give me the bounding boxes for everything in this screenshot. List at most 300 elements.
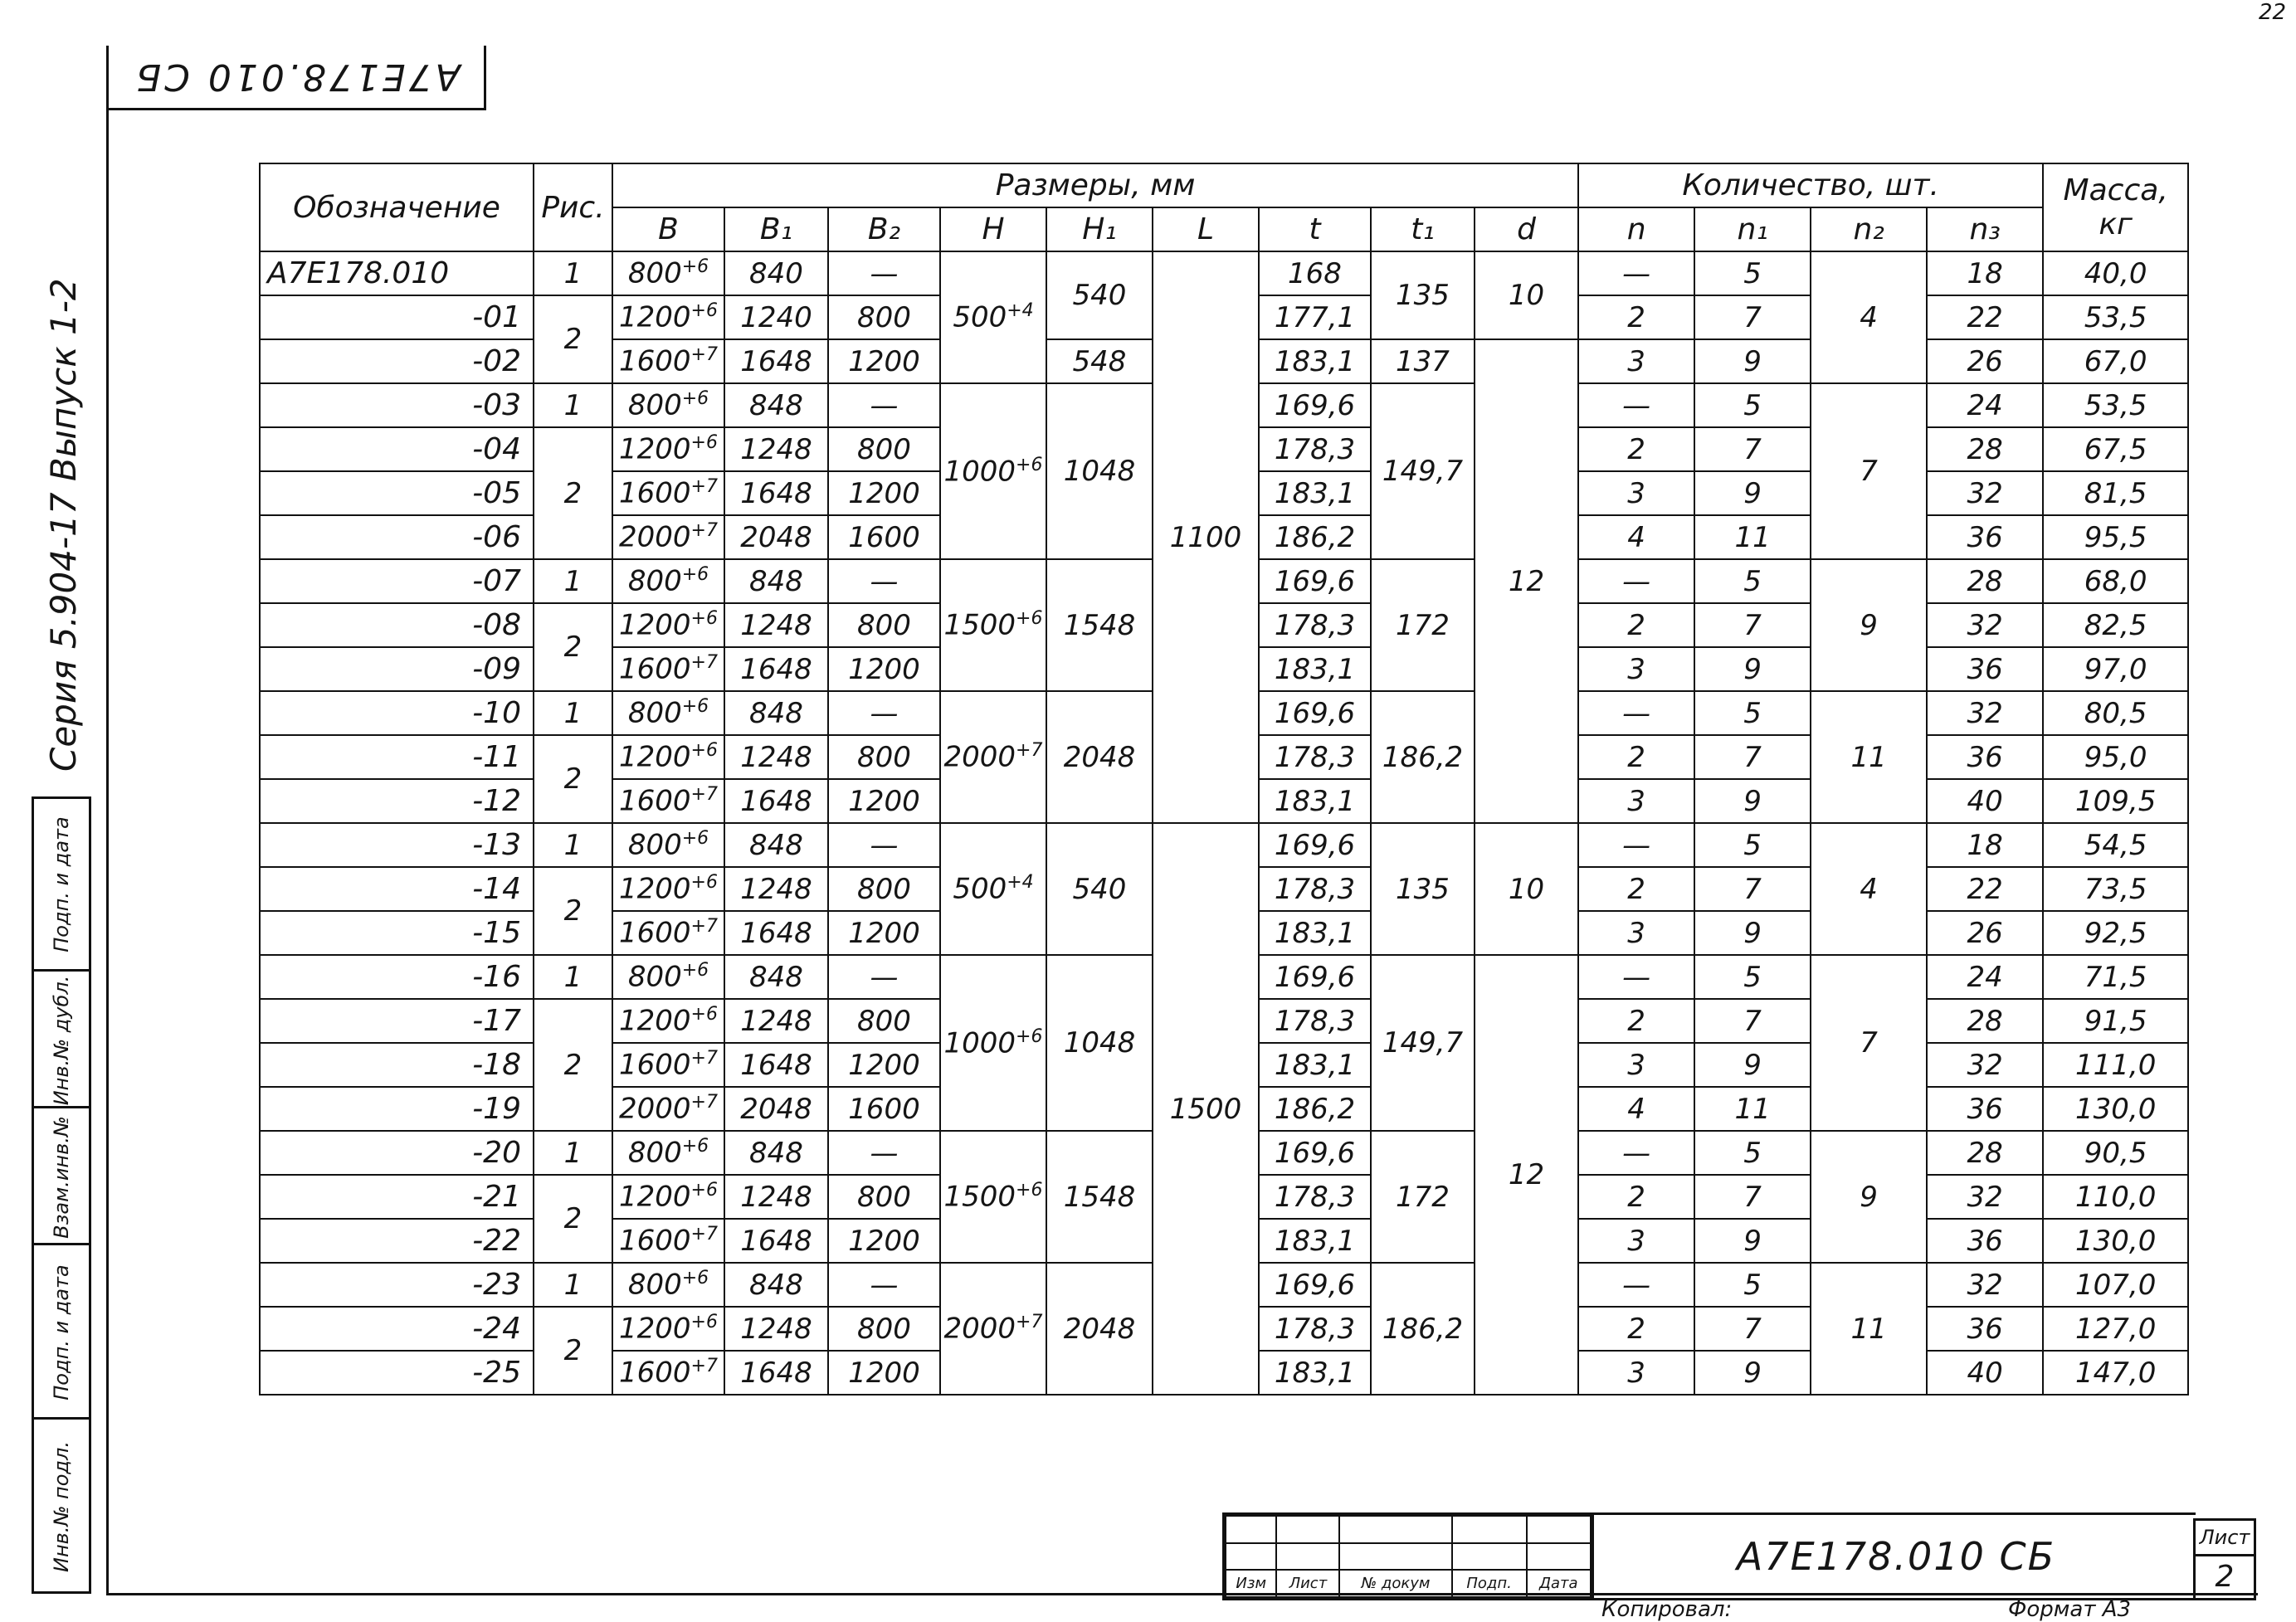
cell-designation: -20 <box>260 1131 534 1175</box>
cell-mass: 109,5 <box>2043 779 2188 823</box>
cell-B <box>612 955 724 999</box>
cell-t: 183,1 <box>1259 339 1371 383</box>
cell-n: 2 <box>1578 999 1694 1043</box>
value-B: 1200 <box>619 872 691 906</box>
value-B: 1200 <box>619 1312 691 1346</box>
cell-B2: 1200 <box>828 1351 940 1395</box>
label-date: Дата <box>1527 1570 1591 1597</box>
cell-mass: 130,0 <box>2043 1087 2188 1131</box>
cell-n1: 7 <box>1694 1307 1811 1351</box>
header-n1: n₁ <box>1694 207 1811 251</box>
cell-t1: 135 <box>1371 251 1475 339</box>
cell-designation: -11 <box>260 735 534 779</box>
tolerance-B: +6 <box>690 432 718 454</box>
tolerance-B: +7 <box>690 1048 718 1069</box>
cell-n1: 9 <box>1694 471 1811 515</box>
cell-B1: 1248 <box>724 427 828 471</box>
tolerance-B: +7 <box>690 1356 718 1377</box>
cell-designation: -02 <box>260 339 534 383</box>
cell-B2: — <box>828 691 940 735</box>
cell-B <box>612 867 724 911</box>
cell-t: 169,6 <box>1259 1263 1371 1307</box>
side-cell-repl-inv: Взам.инв.№ <box>34 1106 89 1245</box>
cell-n3: 28 <box>1927 999 2043 1043</box>
revision-grid <box>1225 1515 1592 1598</box>
cell-n3: 28 <box>1927 559 2043 603</box>
cell-n3: 36 <box>1927 735 2043 779</box>
cell-n2: 9 <box>1811 1131 1927 1263</box>
cell-t1: 172 <box>1371 1131 1475 1263</box>
tolerance-B: +6 <box>690 608 718 630</box>
sheet-box <box>2193 1518 2256 1600</box>
cell-B2: — <box>828 1263 940 1307</box>
value-B: 1200 <box>619 432 691 466</box>
cell-n3: 40 <box>1927 1351 2043 1395</box>
cell-t: 169,6 <box>1259 383 1371 427</box>
cell-B2: 1200 <box>828 339 940 383</box>
cell-designation: А7Е178.010 <box>260 251 534 295</box>
cell-n1: 9 <box>1694 339 1811 383</box>
cell-designation: -10 <box>260 691 534 735</box>
top-code-text: А7Е178.010 СБ <box>132 56 461 98</box>
value-B: 2000 <box>619 520 691 554</box>
cell-H1: 540 <box>1046 823 1153 955</box>
cell-n1: 11 <box>1694 1087 1811 1131</box>
cell-n2: 4 <box>1811 823 1927 955</box>
value-B: 1600 <box>619 1356 691 1390</box>
header-t: t <box>1259 207 1371 251</box>
cell-mass: 67,5 <box>2043 427 2188 471</box>
cell-H1: 2048 <box>1046 691 1153 823</box>
cell-H1: 1548 <box>1046 559 1153 691</box>
cell-designation: -18 <box>260 1043 534 1087</box>
cell-B <box>612 1307 724 1351</box>
cell-B1: 1240 <box>724 295 828 339</box>
cell-n1: 7 <box>1694 427 1811 471</box>
cell-t: 178,3 <box>1259 735 1371 779</box>
cell-n3: 36 <box>1927 1219 2043 1263</box>
tolerance-B: +6 <box>690 300 718 322</box>
value-B: 1200 <box>619 300 691 334</box>
cell-B1: 1648 <box>724 1351 828 1395</box>
cell-mass: 40,0 <box>2043 251 2188 295</box>
cell-n3: 28 <box>1927 427 2043 471</box>
cell-n: 3 <box>1578 647 1694 691</box>
cell-fig: 2 <box>534 295 612 383</box>
cell-mass: 80,5 <box>2043 691 2188 735</box>
value-B: 1600 <box>619 1048 691 1082</box>
cell-designation: -17 <box>260 999 534 1043</box>
tolerance-B: +7 <box>690 784 718 806</box>
value-B: 1600 <box>619 916 691 950</box>
cell-B <box>612 1043 724 1087</box>
label-change: Изм <box>1226 1570 1276 1597</box>
cell-n1: 5 <box>1694 691 1811 735</box>
cell-B2: 800 <box>828 1175 940 1219</box>
cell-B1: 1248 <box>724 867 828 911</box>
side-stamp-strip <box>32 796 91 1594</box>
specification-table <box>259 163 2189 1396</box>
cell-B1: 848 <box>724 691 828 735</box>
cell-n1: 7 <box>1694 867 1811 911</box>
cell-designation: -21 <box>260 1175 534 1219</box>
value-B: 800 <box>627 960 682 994</box>
value-H: 1500 <box>943 1180 1016 1214</box>
value-H: 2000 <box>943 1312 1016 1346</box>
cell-n3: 32 <box>1927 1175 2043 1219</box>
cell-B2: — <box>828 955 940 999</box>
cell-B1: 1248 <box>724 1307 828 1351</box>
header-designation: Обозначение <box>260 163 534 251</box>
cell-fig: 1 <box>534 1131 612 1175</box>
cell-B <box>612 383 724 427</box>
format-label: Формат А3 <box>2008 1597 2132 1622</box>
cell-H <box>940 559 1046 691</box>
tolerance-B: +6 <box>681 960 709 981</box>
tolerance-B: +7 <box>690 520 718 542</box>
header-n: n <box>1578 207 1694 251</box>
header-B: В <box>612 207 724 251</box>
cell-designation: -04 <box>260 427 534 471</box>
cell-n: — <box>1578 691 1694 735</box>
sheet-label: Лист <box>2196 1521 2254 1556</box>
cell-n: 3 <box>1578 779 1694 823</box>
header-n2: n₂ <box>1811 207 1927 251</box>
tolerance-B: +6 <box>681 564 709 586</box>
cell-B <box>612 427 724 471</box>
cell-B2: 1600 <box>828 515 940 559</box>
cell-B2: 800 <box>828 295 940 339</box>
cell-n: 3 <box>1578 339 1694 383</box>
cell-B2: 1200 <box>828 911 940 955</box>
cell-B2: — <box>828 1131 940 1175</box>
value-B: 1200 <box>619 1180 691 1214</box>
cell-designation: -05 <box>260 471 534 515</box>
cell-B <box>612 823 724 867</box>
tolerance-B: +7 <box>690 652 718 674</box>
cell-d: 12 <box>1475 339 1578 823</box>
cell-designation: -16 <box>260 955 534 999</box>
tolerance-B: +6 <box>681 256 709 278</box>
cell-B2: 1200 <box>828 1219 940 1263</box>
side-cell-orig-inv: Инв.№ подл. <box>34 1417 89 1594</box>
cell-designation: -23 <box>260 1263 534 1307</box>
cell-n: 3 <box>1578 1219 1694 1263</box>
cell-n1: 7 <box>1694 999 1811 1043</box>
cell-n3: 36 <box>1927 1087 2043 1131</box>
value-B: 1600 <box>619 476 691 510</box>
tolerance-B: +6 <box>690 1180 718 1201</box>
value-H: 1000 <box>943 1026 1016 1060</box>
cell-B <box>612 647 724 691</box>
tolerance-B: +6 <box>690 1004 718 1025</box>
value-H: 500 <box>953 300 1007 334</box>
tolerance-B: +6 <box>681 696 709 718</box>
sheet-number: 2 <box>2215 1560 2235 1594</box>
cell-n: — <box>1578 559 1694 603</box>
cell-B <box>612 735 724 779</box>
cell-n: 2 <box>1578 867 1694 911</box>
header-L: L <box>1153 207 1259 251</box>
cell-n3: 22 <box>1927 295 2043 339</box>
cell-t: 183,1 <box>1259 471 1371 515</box>
cell-fig: 1 <box>534 823 612 867</box>
tolerance-H: +6 <box>1016 1180 1043 1201</box>
value-B: 800 <box>627 1136 682 1170</box>
cell-fig: 2 <box>534 735 612 823</box>
cell-designation: -15 <box>260 911 534 955</box>
cell-n3: 26 <box>1927 339 2043 383</box>
cell-designation: -14 <box>260 867 534 911</box>
cell-mass: 81,5 <box>2043 471 2188 515</box>
cell-mass: 68,0 <box>2043 559 2188 603</box>
cell-t1: 137 <box>1371 339 1475 383</box>
cell-designation: -07 <box>260 559 534 603</box>
value-B: 800 <box>627 388 682 422</box>
header-quantity: Количество, шт. <box>1578 163 2043 207</box>
cell-B <box>612 295 724 339</box>
cell-t: 169,6 <box>1259 955 1371 999</box>
header-fig: Рис. <box>534 163 612 251</box>
cell-mass: 130,0 <box>2043 1219 2188 1263</box>
label-sign: Подп. <box>1452 1570 1527 1597</box>
cell-B <box>612 251 724 295</box>
value-B: 1200 <box>619 608 691 642</box>
cell-n1: 11 <box>1694 515 1811 559</box>
header-t1: t₁ <box>1371 207 1475 251</box>
cell-n3: 24 <box>1927 955 2043 999</box>
cell-n: 2 <box>1578 295 1694 339</box>
cell-n3: 32 <box>1927 691 2043 735</box>
cell-B1: 848 <box>724 823 828 867</box>
cell-n1: 5 <box>1694 559 1811 603</box>
cell-fig: 2 <box>534 1307 612 1395</box>
tolerance-B: +6 <box>690 740 718 762</box>
cell-t: 183,1 <box>1259 1219 1371 1263</box>
cell-B <box>612 779 724 823</box>
cell-H1: 540 <box>1046 251 1153 339</box>
cell-t: 183,1 <box>1259 779 1371 823</box>
cell-t: 183,1 <box>1259 1351 1371 1395</box>
cell-mass: 95,0 <box>2043 735 2188 779</box>
cell-n: — <box>1578 823 1694 867</box>
cell-designation: -13 <box>260 823 534 867</box>
cell-t: 186,2 <box>1259 1087 1371 1131</box>
cell-n1: 5 <box>1694 955 1811 999</box>
cell-B1: 1648 <box>724 1043 828 1087</box>
cell-B <box>612 559 724 603</box>
cell-t: 178,3 <box>1259 867 1371 911</box>
cell-B <box>612 691 724 735</box>
cell-n1: 9 <box>1694 1043 1811 1087</box>
cell-designation: -12 <box>260 779 534 823</box>
cell-n3: 28 <box>1927 1131 2043 1175</box>
cell-mass: 90,5 <box>2043 1131 2188 1175</box>
top-code-stamp <box>106 46 486 110</box>
cell-B2: 800 <box>828 735 940 779</box>
tolerance-B: +7 <box>690 1224 718 1245</box>
cell-mass: 73,5 <box>2043 867 2188 911</box>
cell-B1: 1248 <box>724 735 828 779</box>
cell-B2: — <box>828 823 940 867</box>
cell-designation: -24 <box>260 1307 534 1351</box>
cell-n3: 22 <box>1927 867 2043 911</box>
value-B: 800 <box>627 564 682 598</box>
cell-B1: 1648 <box>724 647 828 691</box>
cell-B2: 800 <box>828 427 940 471</box>
cell-n: — <box>1578 1263 1694 1307</box>
cell-t1: 149,7 <box>1371 383 1475 559</box>
value-B: 2000 <box>619 1092 691 1126</box>
cell-n3: 40 <box>1927 779 2043 823</box>
cell-B1: 1248 <box>724 1175 828 1219</box>
cell-n2: 11 <box>1811 691 1927 823</box>
title-block <box>1222 1512 2196 1600</box>
cell-n1: 5 <box>1694 1131 1811 1175</box>
cell-B1: 1648 <box>724 779 828 823</box>
cell-mass: 97,0 <box>2043 647 2188 691</box>
cell-n: — <box>1578 383 1694 427</box>
cell-n1: 9 <box>1694 911 1811 955</box>
tolerance-B: +7 <box>690 1092 718 1113</box>
page-number: 22 <box>2259 0 2287 25</box>
side-cell-sign-date: Подп. и дата <box>34 1243 89 1420</box>
cell-t: 169,6 <box>1259 823 1371 867</box>
value-B: 1200 <box>619 740 691 774</box>
cell-designation: -09 <box>260 647 534 691</box>
cell-B2: 800 <box>828 867 940 911</box>
cell-B <box>612 911 724 955</box>
tolerance-B: +6 <box>681 1136 709 1157</box>
cell-n: 2 <box>1578 427 1694 471</box>
cell-n: 2 <box>1578 1175 1694 1219</box>
value-B: 1600 <box>619 652 691 686</box>
cell-t: 183,1 <box>1259 647 1371 691</box>
cell-mass: 110,0 <box>2043 1175 2188 1219</box>
cell-B1: 1648 <box>724 471 828 515</box>
cell-B2: — <box>828 559 940 603</box>
cell-H1: 1048 <box>1046 383 1153 559</box>
cell-t1: 172 <box>1371 559 1475 691</box>
tolerance-B: +6 <box>681 1268 709 1289</box>
cell-n: 3 <box>1578 471 1694 515</box>
cell-n: 4 <box>1578 1087 1694 1131</box>
cell-fig: 1 <box>534 691 612 735</box>
cell-H <box>940 1131 1046 1263</box>
header-H: Н <box>940 207 1046 251</box>
cell-B <box>612 603 724 647</box>
cell-fig: 1 <box>534 955 612 999</box>
cell-n: — <box>1578 955 1694 999</box>
tolerance-H: +6 <box>1016 454 1043 475</box>
cell-B1: 848 <box>724 1131 828 1175</box>
cell-B <box>612 515 724 559</box>
cell-n3: 32 <box>1927 603 2043 647</box>
cell-designation: -08 <box>260 603 534 647</box>
cell-fig: 1 <box>534 559 612 603</box>
cell-d: 10 <box>1475 823 1578 955</box>
tolerance-B: +6 <box>681 828 709 850</box>
cell-B <box>612 471 724 515</box>
cell-n2: 11 <box>1811 1263 1927 1395</box>
cell-B2: — <box>828 251 940 295</box>
cell-B <box>612 1219 724 1263</box>
cell-B1: 848 <box>724 559 828 603</box>
value-H: 500 <box>953 872 1007 906</box>
value-B: 800 <box>627 1268 682 1302</box>
cell-L: 1100 <box>1153 251 1259 823</box>
value-H: 1500 <box>943 608 1016 642</box>
cell-B2: 1600 <box>828 1087 940 1131</box>
value-B: 1600 <box>619 1224 691 1258</box>
cell-designation: -03 <box>260 383 534 427</box>
cell-t1: 149,7 <box>1371 955 1475 1131</box>
value-B: 1600 <box>619 344 691 378</box>
cell-B <box>612 339 724 383</box>
cell-H <box>940 955 1046 1131</box>
cell-n: 2 <box>1578 735 1694 779</box>
cell-B2: 800 <box>828 1307 940 1351</box>
cell-B2: 1200 <box>828 779 940 823</box>
cell-H1: 2048 <box>1046 1263 1153 1395</box>
cell-n3: 32 <box>1927 1043 2043 1087</box>
cell-B1: 848 <box>724 383 828 427</box>
label-sheet: Лист <box>1276 1570 1339 1597</box>
cell-B1: 1248 <box>724 603 828 647</box>
cell-t: 178,3 <box>1259 603 1371 647</box>
cell-n3: 36 <box>1927 515 2043 559</box>
header-n3: n₃ <box>1927 207 2043 251</box>
cell-designation: -06 <box>260 515 534 559</box>
cell-fig: 2 <box>534 1175 612 1263</box>
header-B1: В₁ <box>724 207 828 251</box>
cell-n2: 7 <box>1811 955 1927 1131</box>
cell-n3: 36 <box>1927 647 2043 691</box>
tolerance-H: +7 <box>1016 740 1043 762</box>
cell-B2: 1200 <box>828 647 940 691</box>
cell-fig: 2 <box>534 603 612 691</box>
table-row <box>260 251 2188 295</box>
header-B2: В₂ <box>828 207 940 251</box>
cell-B1: 848 <box>724 955 828 999</box>
cell-fig: 2 <box>534 427 612 559</box>
cell-mass: 67,0 <box>2043 339 2188 383</box>
cell-t1: 186,2 <box>1371 1263 1475 1395</box>
cell-B1: 1648 <box>724 339 828 383</box>
side-cell-sign-date-2: Подп. и дата <box>50 816 73 952</box>
cell-t1: 135 <box>1371 823 1475 955</box>
cell-fig: 1 <box>534 251 612 295</box>
tolerance-B: +7 <box>690 916 718 938</box>
cell-designation: -01 <box>260 295 534 339</box>
tolerance-B: +6 <box>690 872 718 894</box>
cell-B <box>612 1175 724 1219</box>
cell-n: 4 <box>1578 515 1694 559</box>
cell-n1: 9 <box>1694 1351 1811 1395</box>
table-body <box>260 251 2188 1395</box>
cell-mass: 111,0 <box>2043 1043 2188 1087</box>
tolerance-B: +6 <box>690 1312 718 1333</box>
cell-n: 3 <box>1578 911 1694 955</box>
cell-n1: 5 <box>1694 1263 1811 1307</box>
cell-n1: 5 <box>1694 383 1811 427</box>
tolerance-H: +7 <box>1016 1312 1043 1333</box>
cell-n1: 5 <box>1694 251 1811 295</box>
cell-n3: 26 <box>1927 911 2043 955</box>
cell-n1: 9 <box>1694 779 1811 823</box>
header-H1: Н₁ <box>1046 207 1153 251</box>
copied-by: Копировал: <box>1601 1597 1733 1622</box>
